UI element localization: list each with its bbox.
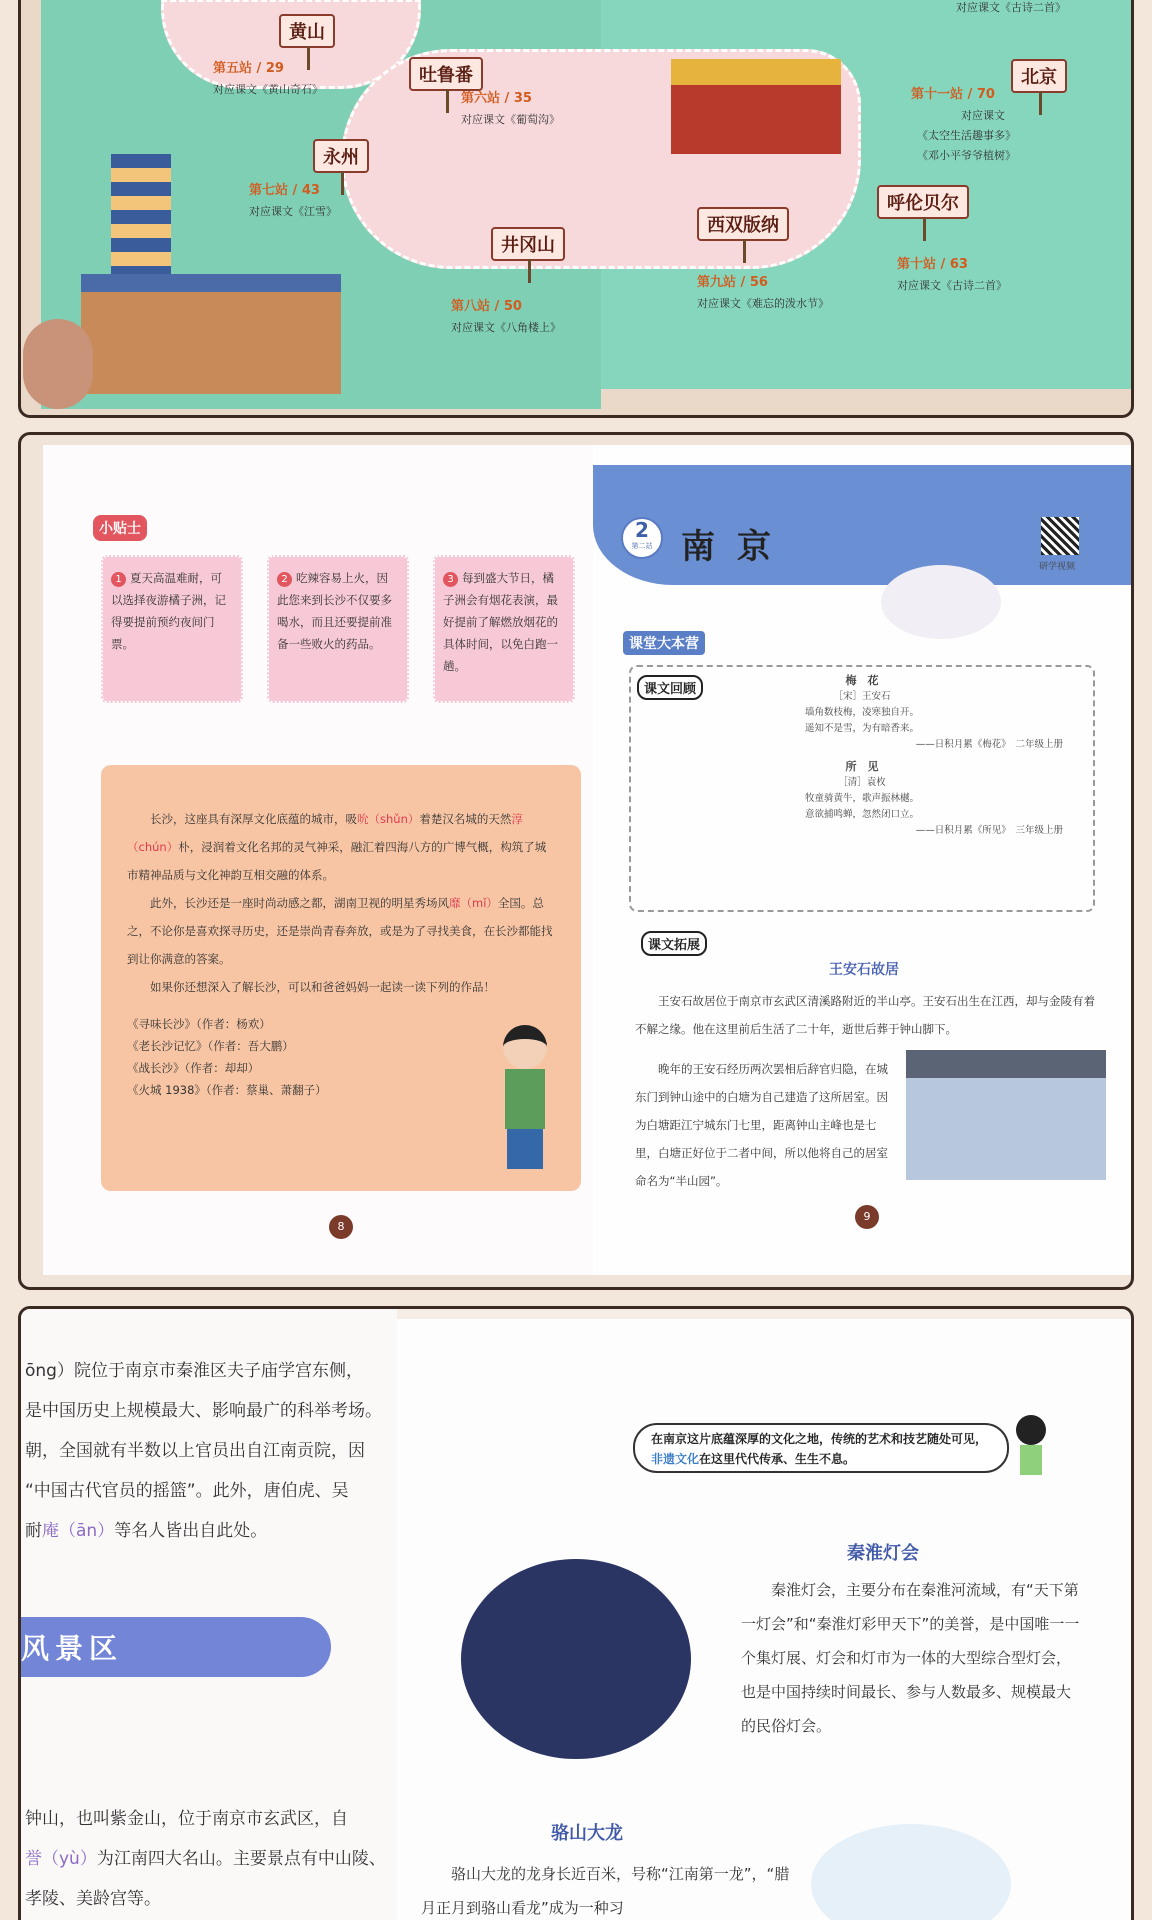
qr-caption: 研学视频 [1039,562,1076,572]
sign-beijing: 北京 [1011,59,1067,93]
girl-illustration [1016,1415,1048,1477]
text-line: 朝，全国就有半数以上官员出自江南贡院，因 [25,1441,365,1461]
station-11-lesson-3: 《邓小平爷爷植树》 [917,149,1016,162]
text-line: “中国古代官员的摇篮”。此外，唐伯虎、吴 [25,1481,349,1501]
sign-turpan: 吐鲁番 [409,57,483,91]
tip-number: 2 [277,572,292,587]
lesson-text: 对应课文《古诗二首》 [956,1,1066,14]
station-8: 第八站 / 50 [451,299,522,314]
intro-paragraph-3: 如果你还想深入了解长沙，可以和爸爸妈妈一起读一读下列的作品！ [150,980,495,994]
sign-hulunbuir: 呼伦贝尔 [877,185,969,219]
article-paragraph-1: 王安石故居位于南京市玄武区清溪路附近的半山亭。王安石出生在江西，却与金陵有着不解之缘。他在这里前后生活了二十年，逝世后葬于钟山脚下。 [635,994,1095,1036]
book-list [127,1013,555,1101]
station-badge: 2 第二站 [621,517,663,559]
text-line: 耐庵（ān）等名人皆出自此处。 [25,1521,268,1541]
tip-text: 夏天高温难耐，可以选择夜游橘子洲，记得要提前预约夜间门票。 [111,571,226,651]
text-line: ōng）院位于南京市秦淮区夫子庙学宫东侧， [25,1361,363,1381]
station-9: 第九站 / 56 [697,275,768,290]
article-title: 王安石故居 [829,962,899,978]
city-title: 南京 [681,527,793,567]
text-line: 是中国历史上规模最大、影响最广的科举考场。 [25,1401,382,1421]
tip-card-3 [433,555,575,703]
tip-text: 吃辣容易上火，因此您来到长沙不仅要多喝水，而且还要提前准备一些败火的药品。 [277,571,392,651]
station-5: 第五站 / 29 [213,61,284,76]
station-5-lesson: 对应课文《黄山奇石》 [213,83,323,96]
poem-line: 牧童骑黄牛，歌声振林樾。 [804,793,919,804]
article-paragraph-2: 晚年的王安石经历两次罢相后辞官归隐，在城东门到钟山途中的白塘为自己建造了这所居室。因为白塘距江宁城东门七里，距离钟山主峰也是七里，白塘正好位于二者中间，所以他将自己的居室命名为“半山园”。 [635,1062,888,1188]
book-spread-panel [18,432,1134,1290]
book-item: 《寻味长沙》（作者：杨欢） [127,1017,271,1031]
boy-illustration [503,1025,555,1175]
station-11: 第十一站 / 70 [911,87,995,102]
page-number: 8 [329,1215,353,1239]
sign-yongzhou: 永州 [313,139,369,173]
tip-card-1 [101,555,243,703]
text-line: 钟山，也叫紫金山，位于南京市玄武区，自 [25,1809,348,1829]
hand-finger [23,319,93,409]
station-11-lesson-2: 《太空生活趣事多》 [917,129,1016,142]
section-title-lantern: 秦淮灯会 [847,1543,919,1564]
book-spread-panel-2 [18,1306,1134,1920]
qr-code[interactable] [1041,517,1079,555]
station-10: 第十站 / 63 [897,257,968,272]
station-7: 第七站 / 43 [249,183,320,198]
tip-text: 每到盛大节日，橘子洲会有烟花表演，最好提前了解燃放烟花的具体时间，以免白跑一趟。 [443,571,558,673]
station-10-lesson: 对应课文《古诗二首》 [897,279,1007,292]
intro-paragraph-1: 长沙，这座具有深厚文化底蕴的城市，吸吮（shǔn）着楚汉名城的天然淳（chún）朴，浸润着文化名邦的灵气神采，融汇着四海八方的广博气概，构筑了城市精神品质与文化神韵互相交融的体系。 [127,812,547,882]
poem-author: ［宋］王安石 [833,691,891,702]
poem-title: 梅 花 [845,674,879,687]
text-line: 誉（yù）为江南四大名山。主要景点有中山陵、 [25,1849,386,1869]
book-item: 《火城 1938》（作者：蔡巢、萧翻子） [127,1083,327,1097]
tip-number: 1 [111,572,126,587]
sign-jinggangshan: 井冈山 [491,227,565,261]
poem-line: 意欲捕鸣蝉，忽然闭口立。 [804,809,919,820]
poem-source: ——日积月累《所见》 三年级上册 [915,825,1063,836]
section-title-dragon: 骆山大龙 [551,1823,623,1844]
dragon-text: 骆山大龙的龙身长近百米，号称“江南第一龙”，“腊月正月到骆山看龙”成为一种习 [421,1865,790,1917]
tip-card-2 [267,555,409,703]
speech-bubble: 在南京这片底蕴深厚的文化之地，传统的艺术和技艺随处可见，非遗文化在这里代代传承、生生不息。 [633,1423,1009,1473]
sign-xishuangbanna: 西双版纳 [697,207,789,241]
station-11-lesson: 对应课文 [961,109,1005,122]
intro-paragraph-2: 此外，长沙还是一座时尚动感之都，湖南卫视的明星秀场风靡（mǐ）全国。总之，不论你是喜欢探寻历史，还是崇尚青春奔放，或是为了寻找美食，在长沙都能找到让你满意的答案。 [127,896,553,966]
station-6: 第六站 / 35 [461,91,532,106]
poem-source: ——日积月累《梅花》 二年级上册 [915,739,1063,750]
extend-tag: 课文拓展 [641,931,707,956]
plum-illustration [881,565,1001,639]
former-residence-illustration [906,1050,1106,1180]
tips-tag: 小贴士 [93,515,147,541]
map-panel [18,0,1134,418]
poem-line: 遥知不是雪，为有暗香来。 [804,723,919,734]
sign-huangshan: 黄山 [279,14,335,48]
station-8-lesson: 对应课文《八角楼上》 [451,321,561,334]
book-item: 《战长沙》（作者：却却） [127,1061,260,1075]
houses-illustration [81,274,341,394]
lantern-text: 秦淮灯会，主要分布在秦淮河流域，有“天下第一灯会”和“秦淮灯彩甲天下”的美誉，是中国唯一一个集灯展、灯会和灯市为一体的大型综合型灯会，也是中国持续时间最长、参与人数最多、规模最大的民俗灯会。 [741,1581,1080,1735]
poem-review-box [629,665,1095,912]
lantern-festival-illustration [461,1559,691,1759]
page-number: 9 [855,1205,879,1229]
text-line: 孝陵、美龄宫等。 [25,1889,161,1909]
tip-number: 3 [443,572,458,587]
review-tag: 课文回顾 [637,675,703,700]
station-7-lesson: 对应课文《江雪》 [249,205,337,218]
book-item: 《老长沙记忆》（作者：吾大鹏） [127,1039,294,1053]
scenic-area-banner: 风景区 [21,1617,331,1677]
poem-author: ［清］袁枚 [838,777,886,788]
station-6-lesson: 对应课文《葡萄沟》 [461,113,560,126]
palace-illustration [671,59,841,154]
poem-line: 墙角数枝梅，凌寒独自开。 [804,707,919,718]
poem-title: 所 见 [845,760,879,773]
station-9-lesson: 对应课文《难忘的泼水节》 [697,297,829,310]
section-tag: 课堂大本营 [623,631,705,655]
